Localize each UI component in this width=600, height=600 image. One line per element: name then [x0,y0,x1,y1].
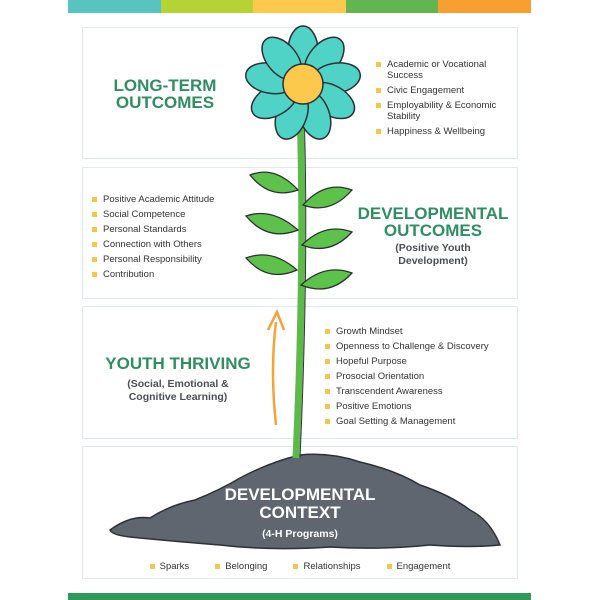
subtitle-line: Development) [398,255,468,267]
leaf [302,229,352,248]
list-item: Connection with Others [92,239,252,250]
flower-center [283,64,323,104]
developmental-subtitle [348,242,518,268]
list-item: Positive Emotions [325,401,515,412]
list-item: Social Competence [92,209,252,220]
list-item: Contribution [92,269,252,280]
subtitle-line: Cognitive Learning) [128,391,228,403]
heading-line: LONG-TERM [113,76,217,95]
context-list [82,561,518,572]
list-item: Civic Engagement [376,85,516,96]
heading-line: CONTEXT [259,503,341,522]
list-item: Academic or Vocational Success [376,59,516,81]
list-item: Growth Mindset [325,326,515,337]
list-item: Openness to Challenge & Discovery [325,341,515,352]
thriving-heading: YOUTH THRIVING [105,354,251,373]
long-term-heading [95,77,235,111]
subtitle-line: (Social, Emotional & [127,378,229,390]
leaf [246,213,298,233]
developmental-heading [348,205,518,239]
list-item: Goal Setting & Management [325,416,515,427]
list-item: Personal Responsibility [92,254,252,265]
developmental-list [92,194,252,284]
list-item: Personal Standards [92,224,252,235]
context-subtitle: (4-H Programs) [262,528,338,540]
leaf [303,187,352,208]
thriving-list [325,326,515,431]
list-item: Employability & Economic Stability [376,100,516,122]
heading-line: OUTCOMES [115,93,215,112]
list-item: Hopeful Purpose [325,356,515,367]
list-item: Relationships [293,561,360,572]
list-item: Positive Academic Attitude [92,194,252,205]
context-heading [190,486,410,522]
list-item: Engagement [387,561,451,572]
subtitle-line: (Positive Youth [395,242,471,254]
leaf [246,255,297,275]
heading-line: DEVELOPMENTAL [357,204,509,223]
flower-head [243,26,362,144]
leaf [250,172,298,193]
leaf [301,270,352,289]
growth-arrow-icon [268,312,284,425]
list-item: Transcendent Awareness [325,386,515,397]
heading-line: OUTCOMES [383,221,483,240]
thriving-subtitle [88,378,268,404]
list-item: Belonging [215,561,267,572]
stem [296,110,302,458]
footer-bar [68,593,531,600]
list-item: Sparks [150,561,190,572]
list-item: Happiness & Wellbeing [376,126,516,137]
heading-line: DEVELOPMENTAL [224,485,376,504]
list-item: Prosocial Orientation [325,371,515,382]
long-term-list [376,59,516,141]
